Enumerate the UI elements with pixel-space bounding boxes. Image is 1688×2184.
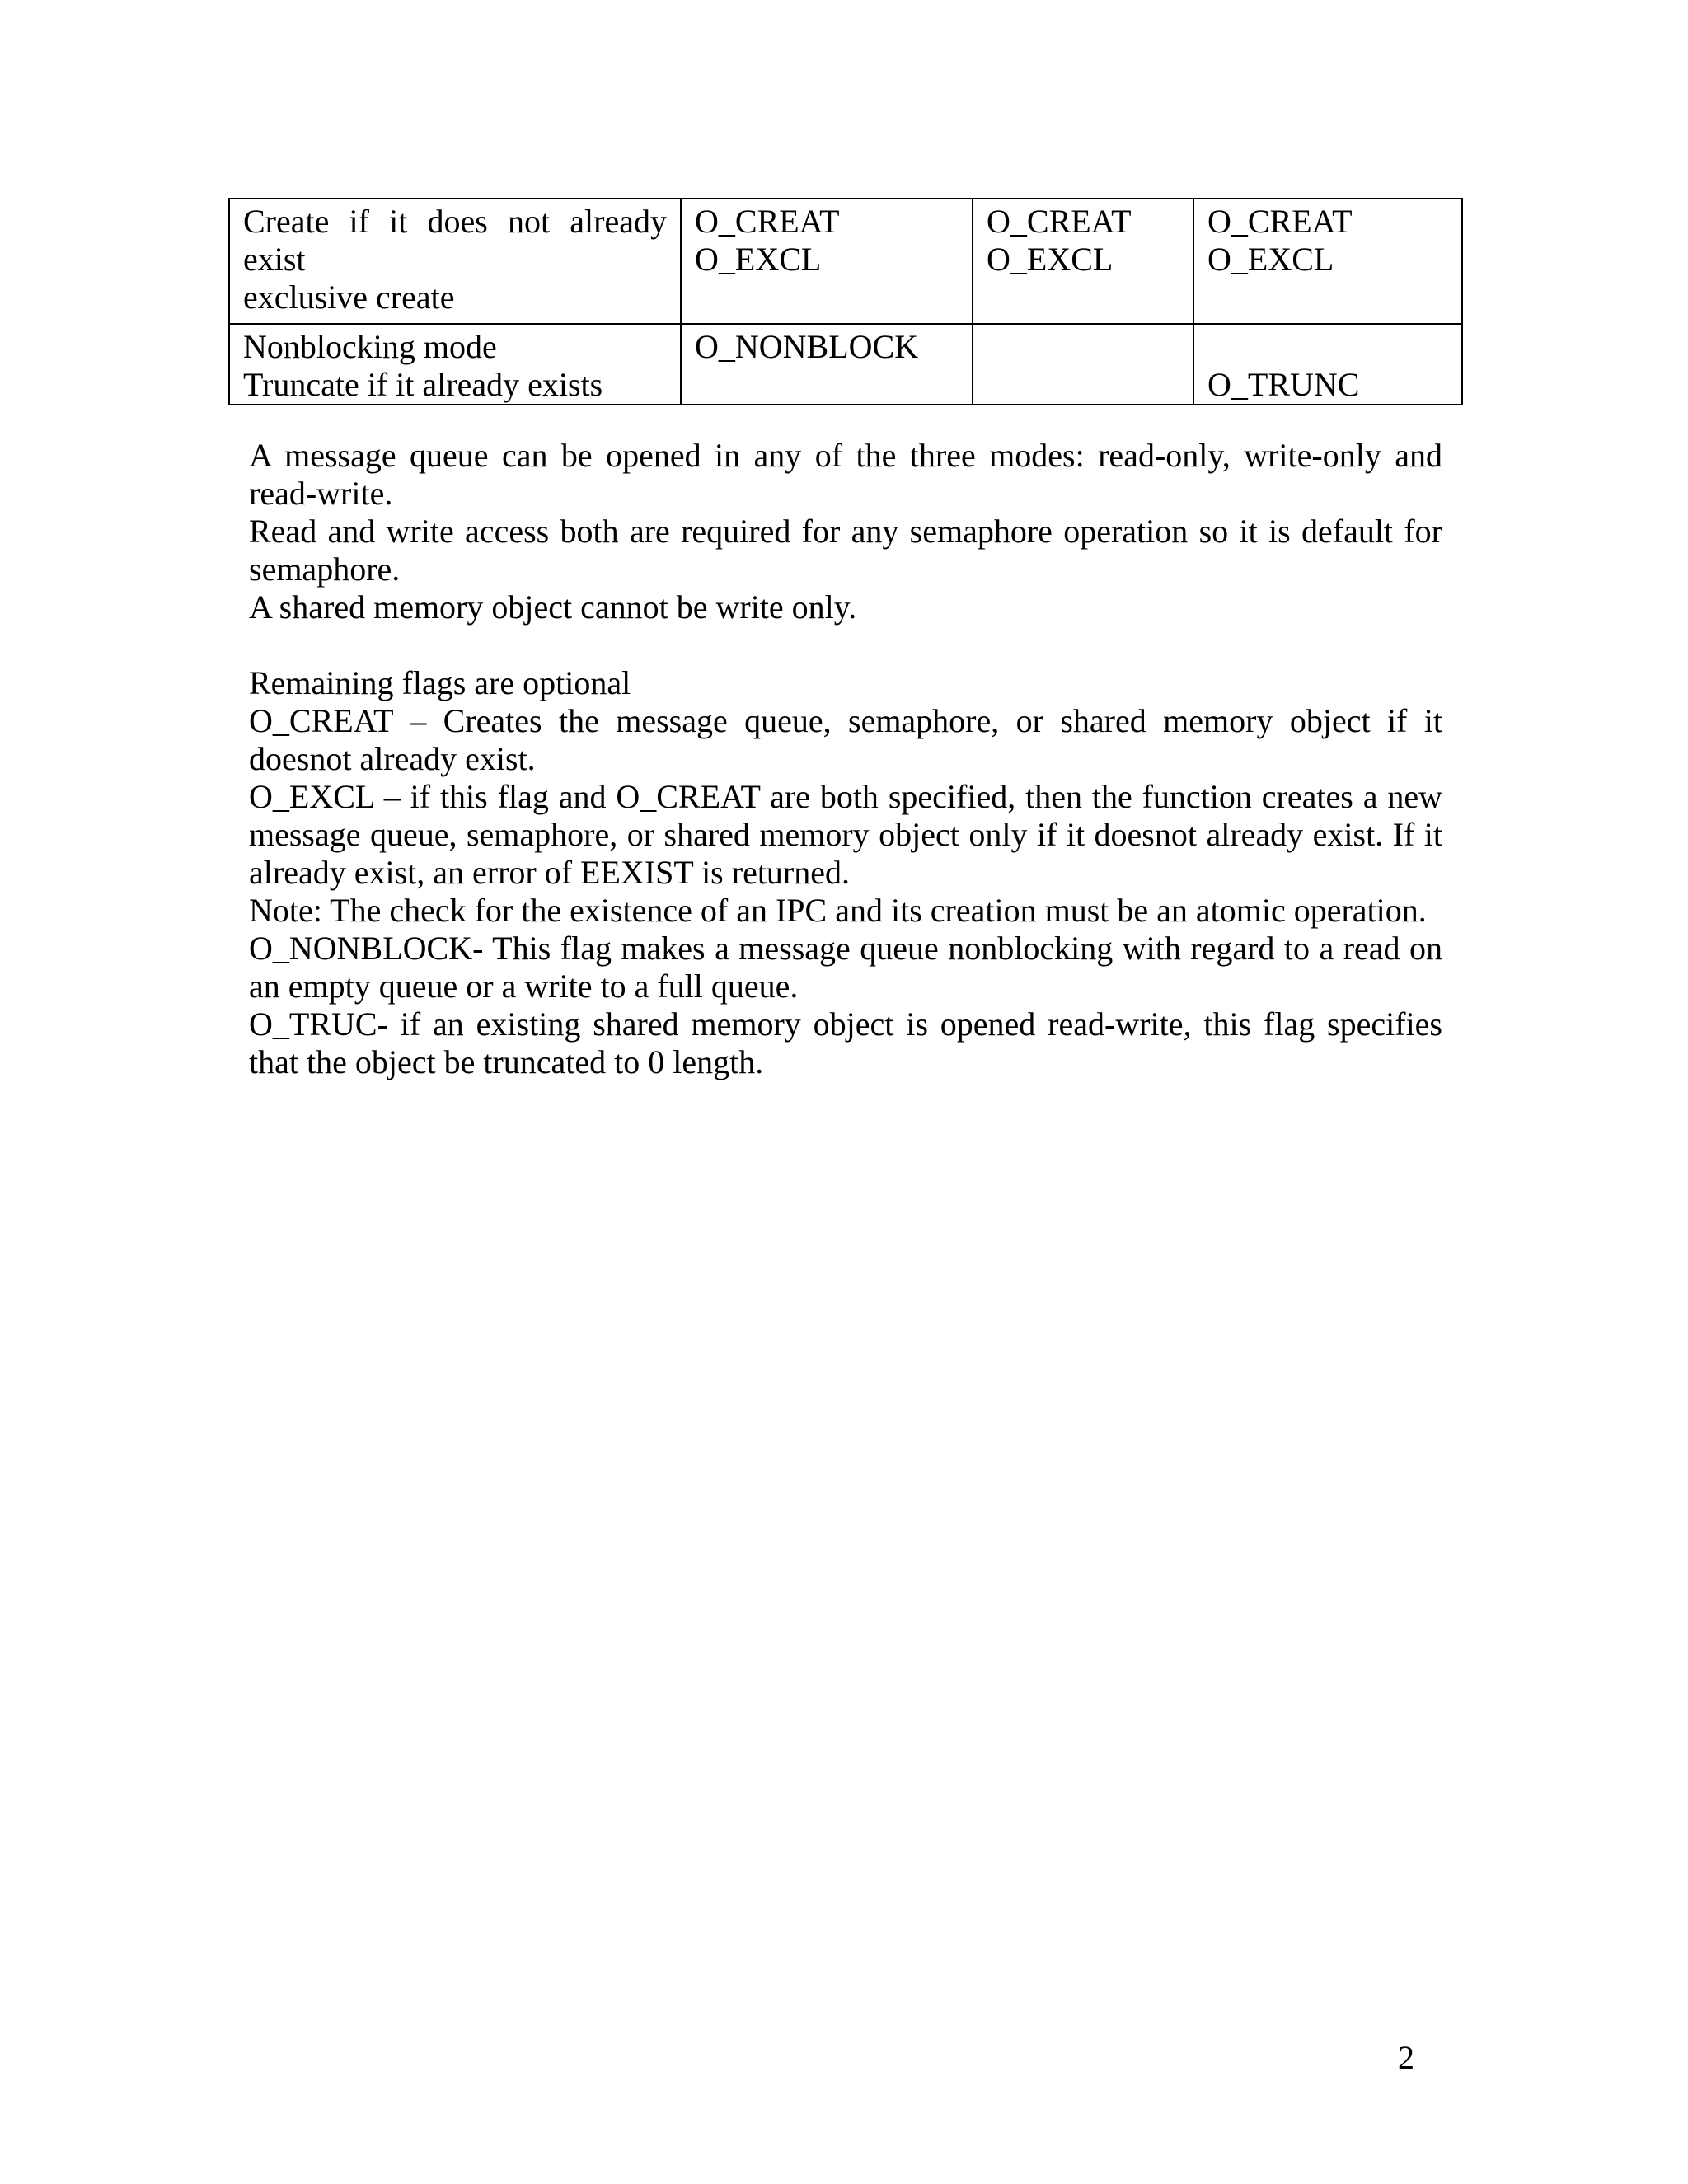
- cell-text: O_EXCL: [695, 241, 822, 278]
- paragraph-spacer: [249, 626, 1442, 664]
- cell-text: O_CREAT: [695, 203, 840, 240]
- cell-text: O_EXCL: [987, 241, 1114, 278]
- cell-text: Nonblocking mode: [243, 328, 497, 365]
- table-row: [229, 199, 1462, 324]
- cell-text: O_EXCL: [1207, 241, 1334, 278]
- paragraph: Note: The check for the existence of an IPC and its creation must be an atomic operation.: [249, 892, 1427, 929]
- cell-text: Create if it does not already: [243, 203, 667, 240]
- paragraph: A shared memory object cannot be write only.: [249, 588, 857, 626]
- cell-text: O_TRUNC: [1207, 366, 1360, 403]
- cell-text: Truncate if it already exists: [243, 366, 603, 403]
- paragraph: O_CREAT – Creates the message queue, semaphore, or shared memory object if it doesnot already exist.: [249, 702, 1442, 777]
- table-cell-shared-memory: [1193, 324, 1462, 405]
- cell-text: exclusive create: [243, 279, 455, 316]
- table-cell-message-queue: [681, 199, 973, 324]
- paragraph: O_TRUC- if an existing shared memory object is opened read-write, this flag specifies that the object be truncated to 0 length.: [249, 1005, 1442, 1080]
- page-number: 2: [1398, 2039, 1414, 2076]
- cell-text: O_CREAT: [987, 203, 1132, 240]
- paragraph: O_EXCL – if this flag and O_CREAT are both specified, then the function creates a new message queue, semaphore, or shared memory object only if it doesnot already exist. If it already exist, an error of EEXIST is returned.: [249, 778, 1442, 891]
- table-cell-semaphore: [973, 199, 1193, 324]
- table-cell-shared-memory: [1193, 199, 1462, 324]
- cell-text: O_CREAT: [1207, 203, 1353, 240]
- paragraph: A message queue can be opened in any of the three modes: read-only, write-only and read-write.: [249, 437, 1442, 512]
- table-cell-label: [229, 199, 681, 324]
- table-cell-semaphore: [973, 324, 1193, 405]
- paragraph: Remaining flags are optional: [249, 664, 631, 701]
- table-cell-message-queue: [681, 324, 973, 405]
- cell-text: exist: [243, 241, 306, 278]
- paragraph: Read and write access both are required for any semaphore operation so it is default for semaphore.: [249, 513, 1442, 588]
- body-text: [249, 437, 1442, 1081]
- table-cell-label: [229, 324, 681, 405]
- paragraph: O_NONBLOCK- This flag makes a message queue nonblocking with regard to a read on an empty queue or a write to a full queue.: [249, 930, 1442, 1005]
- cell-text: O_NONBLOCK: [695, 328, 919, 365]
- ipc-flags-table: [228, 198, 1463, 405]
- table-row: [229, 324, 1462, 405]
